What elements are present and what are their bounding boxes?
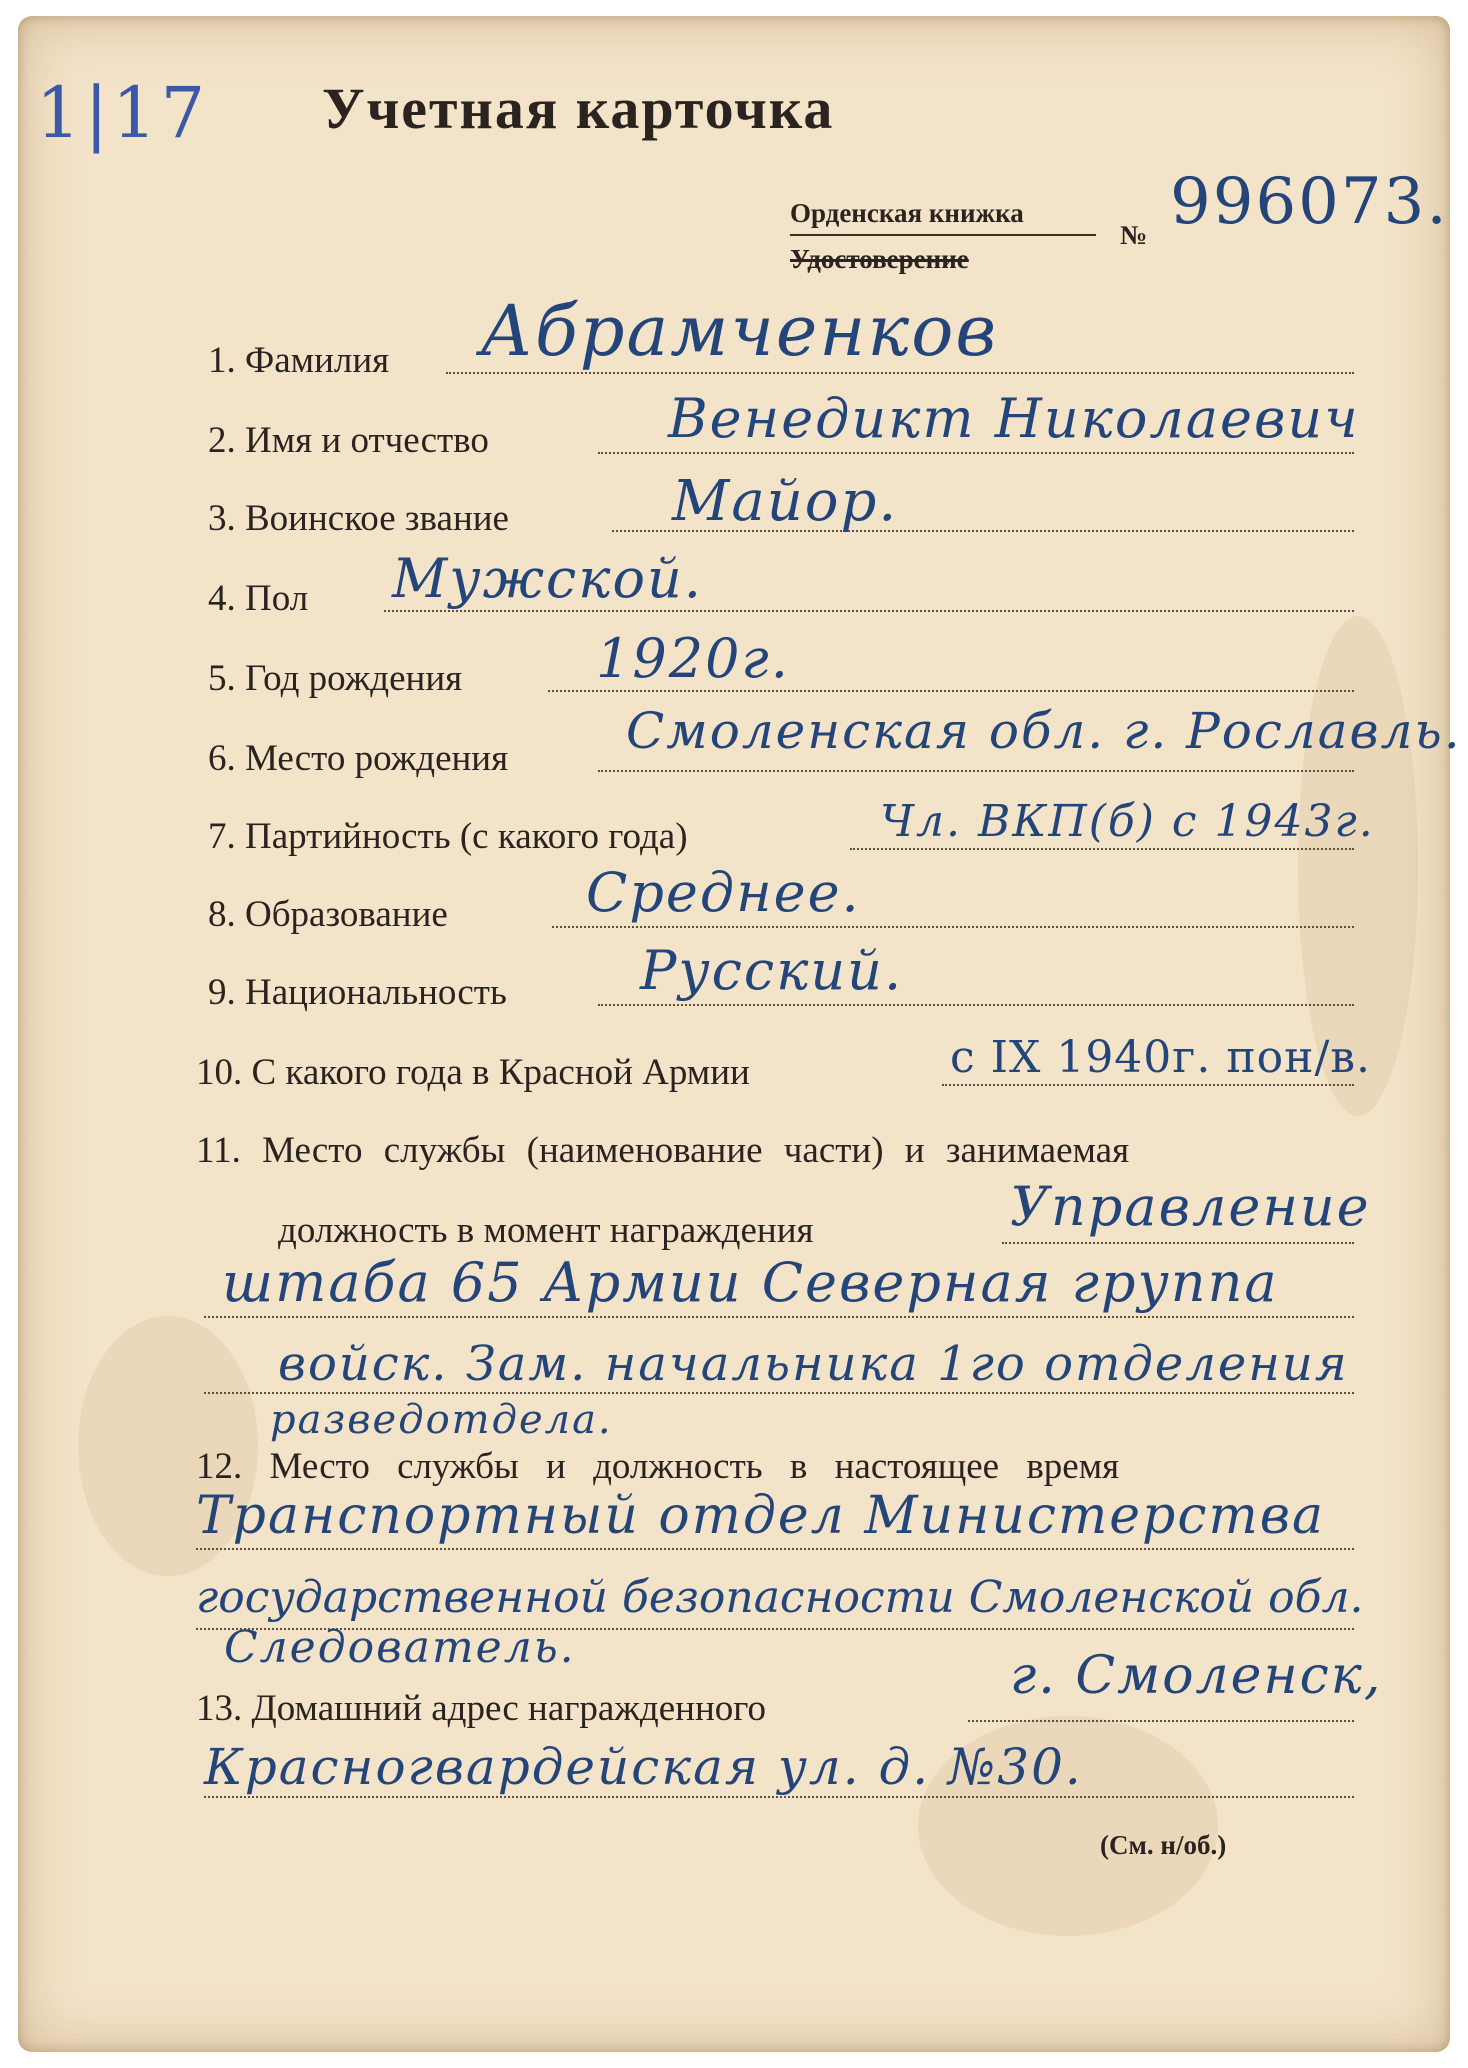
field-line <box>598 770 1354 772</box>
field-label-current-service: 12. Место службы и должность в настоящее время <box>196 1446 1120 1487</box>
field-line <box>552 926 1354 928</box>
field-label-nationality: 9. Национальность <box>208 972 507 1013</box>
field-value-current-line2: государственной безопасности Смоленской обл. <box>196 1572 1364 1623</box>
page-title: Учетная карточка <box>322 76 835 141</box>
field-line <box>204 1796 1354 1798</box>
see-reverse-note: (См. н/об.) <box>1100 1830 1227 1860</box>
field-value-sex: Мужской. <box>392 547 703 610</box>
field-value-current-line1: Транспортный отдел Министерства <box>196 1486 1326 1546</box>
field-label-education: 8. Образование <box>208 894 448 935</box>
field-label-birthplace: 6. Место рождения <box>208 738 509 779</box>
field-value-service-line2: штаба 65 Армии Северная группа <box>222 1251 1279 1314</box>
field-label-name-patronymic: 2. Имя и отчество <box>208 420 489 461</box>
field-value-service-line1: Управление <box>1010 1175 1371 1238</box>
field-label-rank: 3. Воинское звание <box>208 498 509 539</box>
field-line <box>548 690 1354 692</box>
field-value-service-line4: разведотдела. <box>270 1397 613 1443</box>
book-number: 996073. <box>1170 165 1449 239</box>
field-value-birthplace: Смоленская обл. г. Рославль. <box>626 702 1462 760</box>
certificate-label-struck: Удостоверение <box>790 244 969 274</box>
field-line <box>204 1392 1354 1394</box>
field-value-address-line2: Красногвардейская ул. д. №30. <box>204 1738 1083 1796</box>
field-line <box>1002 1242 1354 1244</box>
field-value-service-line3: войск. Зам. начальника 1го отделения <box>278 1336 1349 1392</box>
field-label-service-at-award: 11. Место службы (наименование части) и занимаемая <box>196 1130 1130 1171</box>
corner-note: 1|17 <box>36 72 210 154</box>
field-label-party: 7. Партийность (с какого года) <box>208 816 688 857</box>
field-line <box>196 1548 1354 1550</box>
field-label-position-at-award: должность в момент награждения <box>278 1210 814 1251</box>
field-line <box>968 1720 1354 1722</box>
field-value-army-since: с IX 1940г. пон/в. <box>950 1032 1372 1083</box>
field-value-current-line3: Следователь. <box>224 1622 576 1673</box>
field-value-name-patronymic: Венедикт Николаевич <box>668 387 1360 450</box>
field-line <box>598 1004 1354 1006</box>
field-line <box>942 1084 1354 1086</box>
field-line <box>204 1316 1354 1318</box>
field-label-sex: 4. Пол <box>208 578 309 619</box>
field-value-address-line1: г. Смоленск, <box>1010 1646 1383 1706</box>
field-label-surname: 1. Фамилия <box>208 340 390 381</box>
field-line <box>384 610 1354 612</box>
field-label-birth-year: 5. Год рождения <box>208 658 463 699</box>
book-label: Орденская книжка <box>790 198 1024 228</box>
field-value-rank: Майор. <box>672 469 899 534</box>
field-label-home-address: 13. Домашний адрес награжденного <box>196 1688 767 1729</box>
number-sign: № <box>1120 220 1148 250</box>
field-value-surname: Абрамченков <box>480 290 999 372</box>
field-line <box>446 372 1354 374</box>
field-line <box>598 452 1354 454</box>
field-value-nationality: Русский. <box>640 939 904 1002</box>
field-value-party: Чл. ВКП(б) с 1943г. <box>880 796 1375 847</box>
field-value-birth-year: 1920г. <box>596 627 790 690</box>
field-line <box>850 848 1354 850</box>
book-label-underline <box>790 234 1096 236</box>
field-label-army-since: 10. С какого года в Красной Армии <box>196 1052 750 1093</box>
field-value-education: Среднее. <box>586 861 861 924</box>
